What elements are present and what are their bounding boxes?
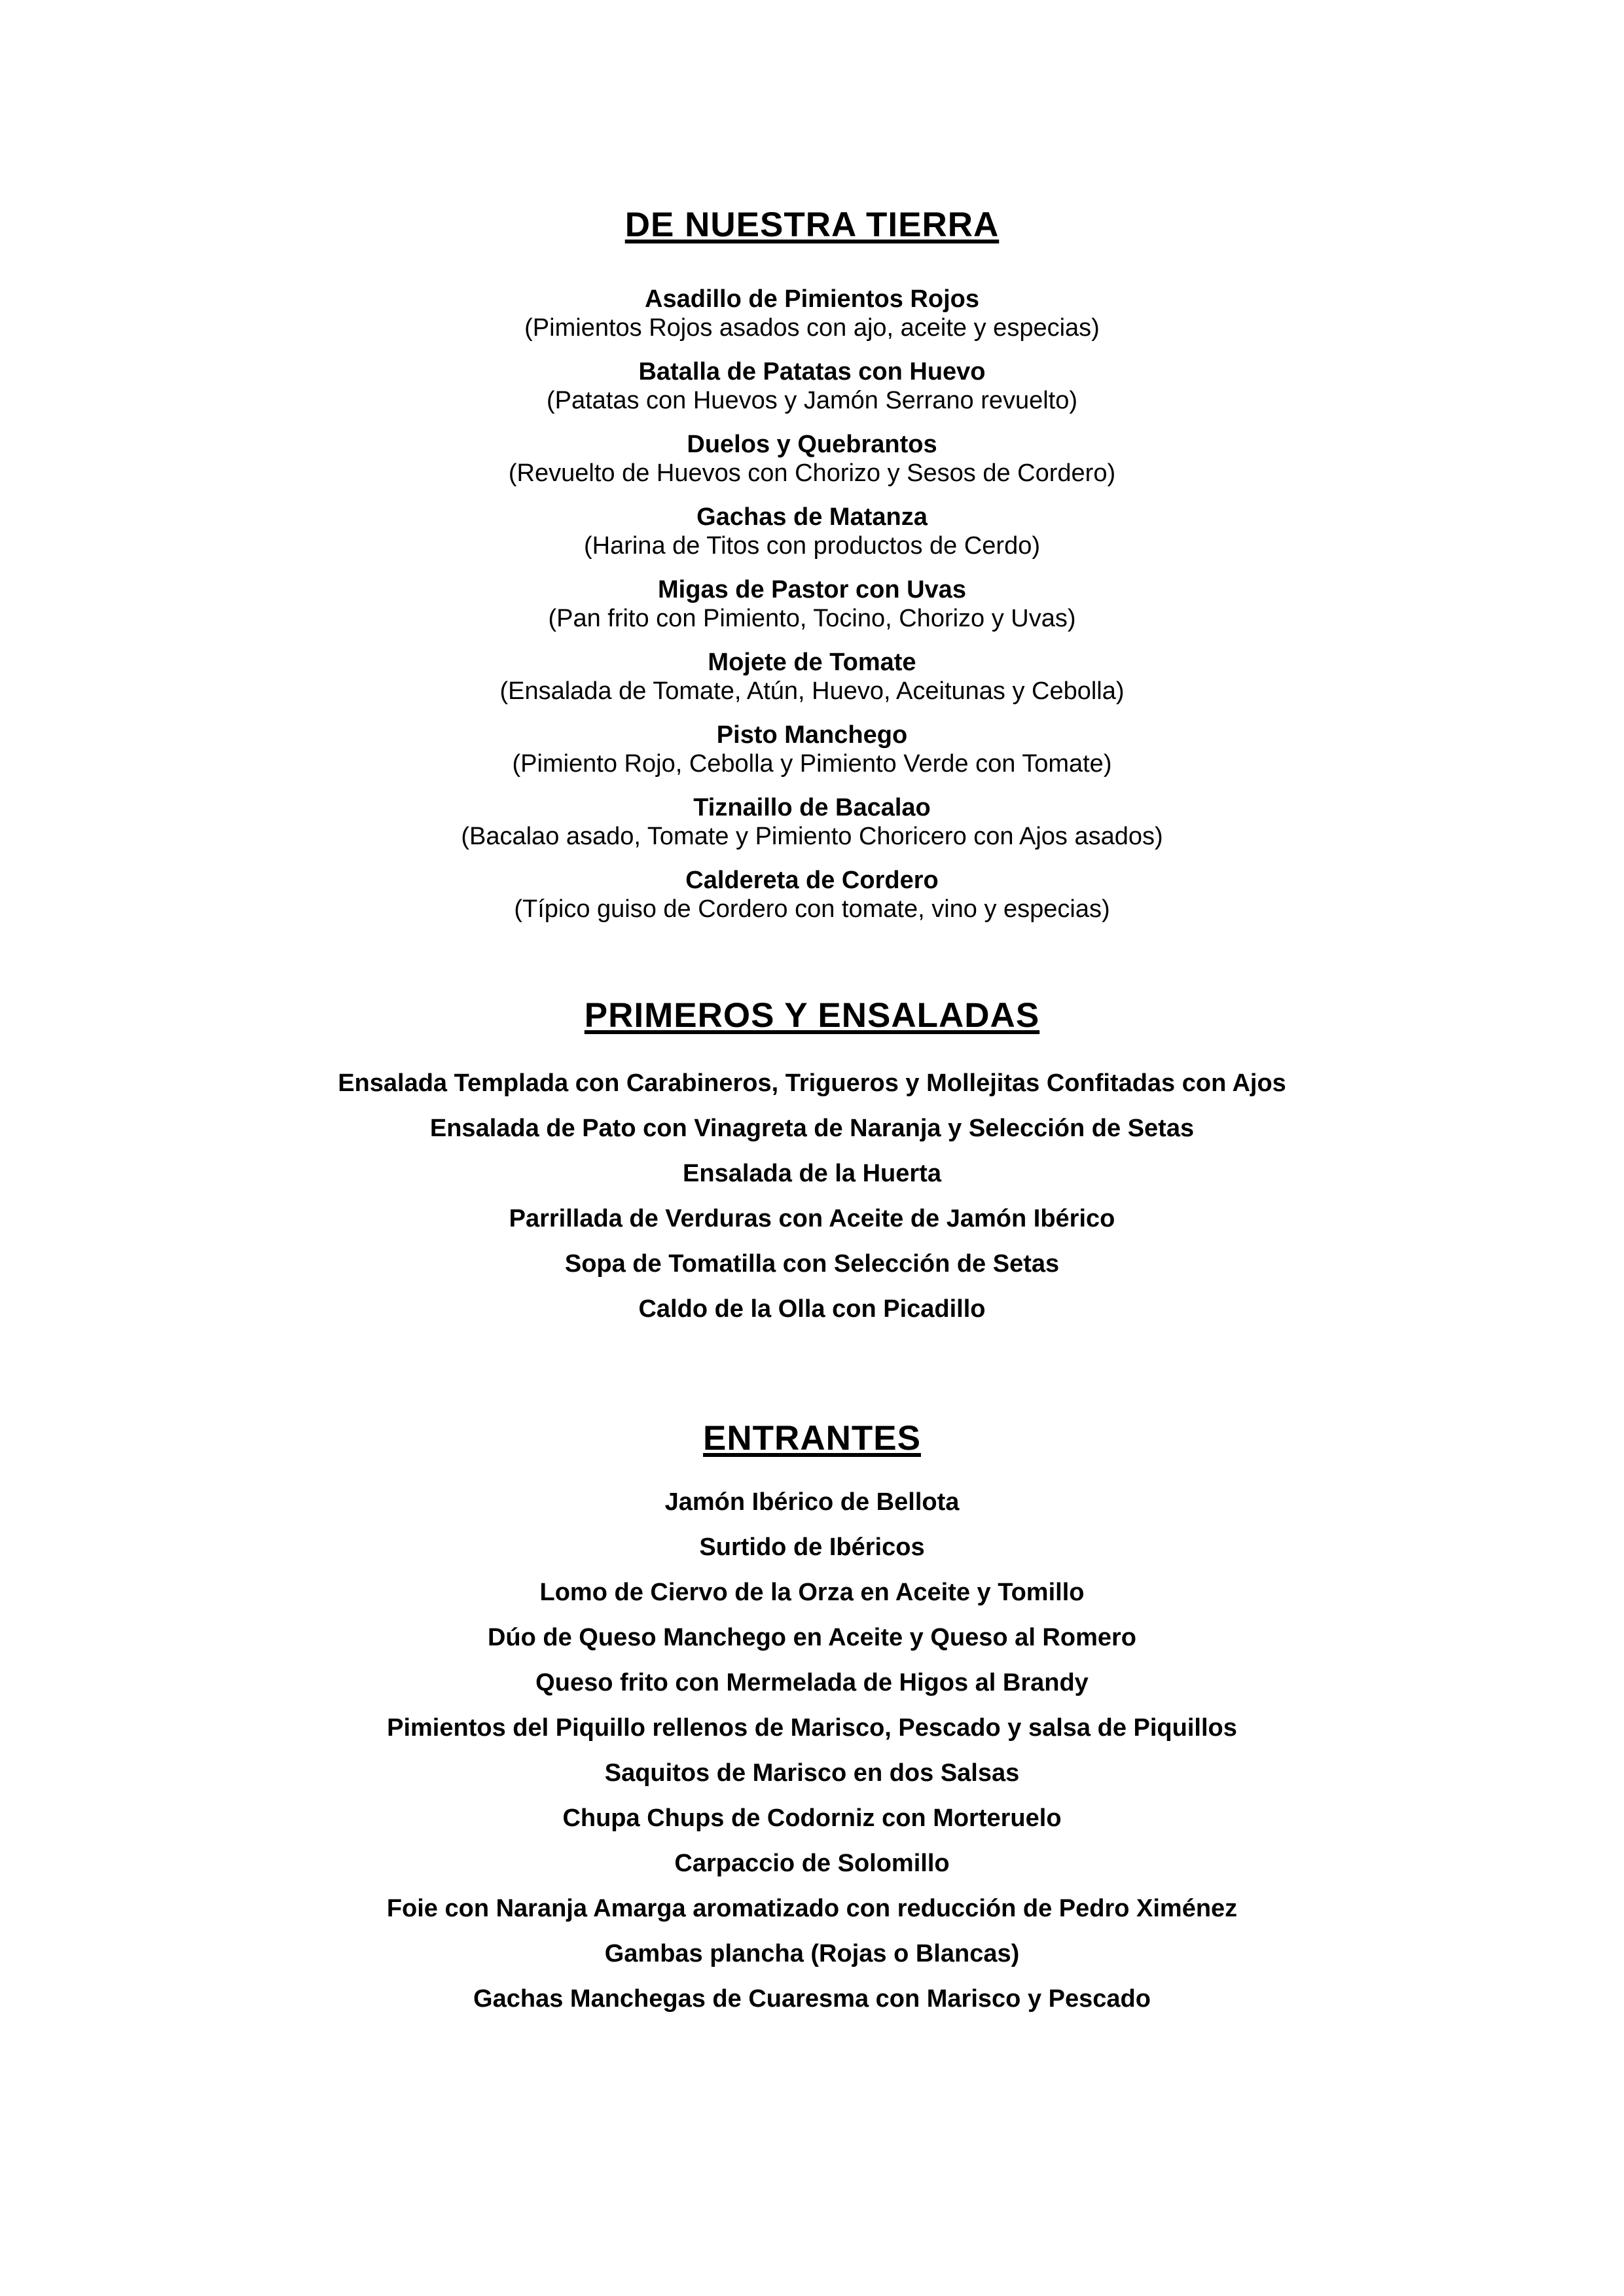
dish-name: Caldo de la Olla con Picadillo [638,1295,986,1323]
dish-name: Lomo de Ciervo de la Orza en Aceite y Tomillo [539,1579,1085,1606]
dish-description: (Pimiento Rojo, Cebolla y Pimiento Verde con Tomate) [512,750,1112,778]
dish-name: Chupa Chups de Codorniz con Morteruelo [562,1804,1062,1832]
menu-entry [548,575,1075,633]
dish-name: Queso frito con Mermelada de Higos al Brandy [535,1669,1089,1696]
dish-name: Surtido de Ibéricos [699,1534,925,1561]
dish-name: Sopa de Tomatilla con Selección de Setas [564,1250,1060,1278]
dish-description: (Ensalada de Tomate, Atún, Huevo, Aceitunas y Cebolla) [499,677,1125,705]
section-title [703,1418,921,1459]
dish-name: Mojete de Tomate [708,649,916,676]
dish-name: Ensalada de Pato con Vinagreta de Naranja y Selección de Setas [429,1115,1195,1142]
section-title-text: PRIMEROS Y ENSALADAS [584,996,1040,1035]
section-title-text: ENTRANTES [703,1419,921,1458]
dish-name: Gambas plancha (Rojas o Blancas) [604,1940,1020,1967]
dish-name: Batalla de Patatas con Huevo [638,358,986,386]
dish-description: (Típico guiso de Cordero con tomate, vino y especias) [514,895,1110,923]
section-title [625,205,1000,245]
dish-name: Gachas Manchegas de Cuaresma con Marisco y Pescado [473,1985,1151,2013]
dish-name: Migas de Pastor con Uvas [658,576,966,603]
menu-entry [514,866,1110,924]
dish-name: Caldereta de Cordero [685,867,939,894]
dish-name: Carpaccio de Solomillo [674,1850,950,1877]
dish-description: (Patatas con Huevos y Jamón Serrano revuelto) [546,387,1078,414]
dish-description: (Pan frito con Pimiento, Tocino, Chorizo y Uvas) [548,605,1076,632]
dish-name: Pisto Manchego [716,721,908,749]
dish-name: Saquitos de Marisco en dos Salsas [604,1759,1020,1787]
dish-name: Asadillo de Pimientos Rojos [645,285,979,313]
dish-name: Ensalada de la Huerta [683,1160,941,1187]
menu-entry [509,430,1115,488]
menu-entry [547,357,1077,415]
dish-name: Duelos y Quebrantos [687,431,937,458]
dish-name: Ensalada Templada con Carabineros, Trigueros y Mollejitas Confitadas con Ajos [338,1069,1286,1097]
dish-name: Pimientos del Piquillo rellenos de Marisco, Pescado y salsa de Piquillos [387,1714,1237,1742]
dish-name: Foie con Naranja Amarga aromatizado con reducción de Pedro Ximénez [386,1895,1238,1922]
section-de-nuestra-tierra [0,0,1624,939]
menu-entry [524,285,1100,342]
dish-name: Dúo de Queso Manchego en Aceite y Queso al Romero [487,1624,1137,1651]
menu-entry [584,503,1040,560]
menu-entry [499,648,1124,706]
dish-name: Tiznaillo de Bacalao [693,794,931,821]
dish-name: Parrillada de Verduras con Aceite de Jamón Ibérico [509,1205,1115,1232]
menu-entry [513,721,1112,778]
dish-description: (Harina de Titos con productos de Cerdo) [583,532,1041,560]
dish-name: Jamón Ibérico de Bellota [664,1488,960,1516]
section-title [585,996,1039,1036]
dish-description: (Revuelto de Huevos con Chorizo y Sesos de Cordero) [508,459,1116,487]
dish-description: (Bacalao asado, Tomate y Pimiento Choricero con Ajos asados) [461,823,1163,850]
section-primeros-y-ensaladas [0,939,1624,1340]
menu-entry [461,793,1163,851]
dish-description: (Pimientos Rojos asados con ajo, aceite y especias) [524,314,1100,342]
dish-name: Gachas de Matanza [696,503,928,531]
section-title-text: DE NUESTRA TIERRA [624,206,1000,244]
section-entrantes [0,1340,1624,2030]
